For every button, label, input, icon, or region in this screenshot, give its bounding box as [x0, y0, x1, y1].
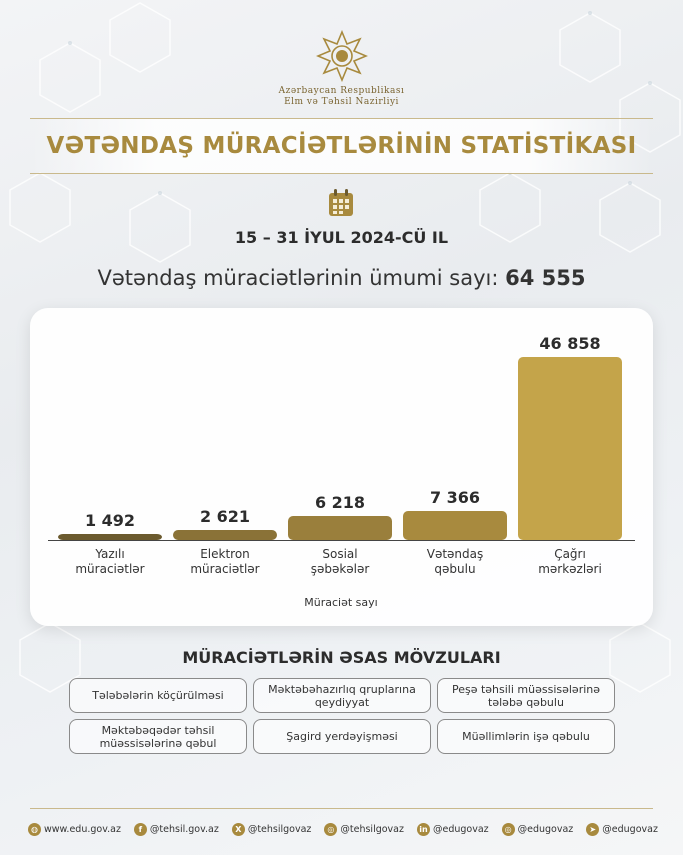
topics-title: MÜRACİƏTLƏRİN ƏSAS MÖVZULARI [182, 648, 501, 667]
category-label: qəbulu [434, 562, 476, 576]
footer-divider [30, 808, 653, 809]
footer-x-link[interactable] [232, 823, 312, 836]
category-label: Vətəndaş [426, 547, 484, 561]
bar-value-label: 6 218 [314, 493, 366, 512]
ministry-emblem-logo [316, 30, 368, 82]
globe-icon: ◍ [28, 823, 41, 836]
period-label: 15 – 31 İYUL 2024-CÜ IL [234, 228, 449, 247]
footer-link-text: @tehsilgovaz [247, 823, 312, 835]
bar-value-label: 7 366 [429, 488, 481, 507]
topic-tag: Peşə təhsili müəssisələrinə tələbə qəbulu [437, 678, 615, 713]
bar-value-label: 46 858 [539, 334, 601, 353]
topic-tag: Məktəbəqədər təhsil müəssisələrinə qəbul [69, 719, 247, 754]
footer-instagram-link[interactable] [324, 823, 404, 836]
topic-tag: Şagird yerdəyişməsi [253, 719, 431, 754]
total-value: 64 555 [505, 266, 586, 290]
footer-link-text: www.edu.gov.az [44, 823, 121, 835]
bar [58, 534, 162, 540]
bar [403, 511, 507, 540]
telegram-icon: ➤ [586, 823, 599, 836]
title-band [30, 118, 653, 174]
linkedin-icon: in [417, 823, 430, 836]
bar [288, 516, 392, 540]
topic-tag: Müəllimlərin işə qəbulu [437, 719, 615, 754]
ministry-name-line1: Azərbaycan Respublikası [278, 86, 405, 96]
total-line [0, 266, 683, 290]
footer-instagram-link-2[interactable] [502, 823, 574, 836]
x-icon: X [232, 823, 245, 836]
category-label: mərkəzləri [538, 562, 602, 576]
category-label: müraciətlər [190, 562, 260, 576]
ministry-name-line2: Elm və Təhsil Nazirliyi [284, 97, 399, 107]
facebook-icon: f [134, 823, 147, 836]
x-axis-label: Müraciət sayı [304, 596, 378, 609]
topic-tag: Tələbələrin köçürülməsi [69, 678, 247, 713]
footer-telegram-link[interactable] [586, 823, 658, 836]
bar-chart [30, 308, 653, 626]
bar [173, 530, 277, 540]
category-label: Sosial [322, 547, 358, 561]
footer-linkedin-link[interactable] [417, 823, 489, 836]
category-label: şəbəkələr [310, 562, 370, 576]
bar-value-label: 1 492 [84, 511, 136, 530]
bar [518, 357, 622, 540]
footer-link-text: @edugovaz [517, 823, 574, 835]
footer-website-link[interactable] [28, 823, 121, 836]
bar-value-label: 2 621 [199, 507, 251, 526]
instagram-icon: ◎ [502, 823, 515, 836]
footer-facebook-link[interactable] [134, 823, 219, 836]
category-label: Elektron [200, 547, 250, 561]
footer-link-text: @tehsilgovaz [340, 823, 404, 835]
page-title: VƏTƏNDAŞ MÜRACİƏTLƏRİNİN STATİSTİKASI [46, 133, 637, 159]
category-label: Çağrı [554, 547, 586, 561]
footer-link-text: @edugovaz [432, 823, 489, 835]
total-label: Vətəndaş müraciətlərinin ümumi sayı: [97, 266, 499, 290]
instagram-icon: ◎ [324, 823, 337, 836]
footer-link-text: @edugovaz [602, 823, 658, 835]
chart-card [30, 308, 653, 626]
category-label: Yazılı [95, 547, 125, 561]
footer-social-links [28, 820, 658, 838]
category-label: müraciətlər [75, 562, 145, 576]
topic-tag: Məktəbəhazırlıq qruplarına qeydiyyat [253, 678, 431, 713]
calendar-icon [327, 188, 355, 218]
footer-link-text: @tehsil.gov.az [149, 823, 219, 835]
